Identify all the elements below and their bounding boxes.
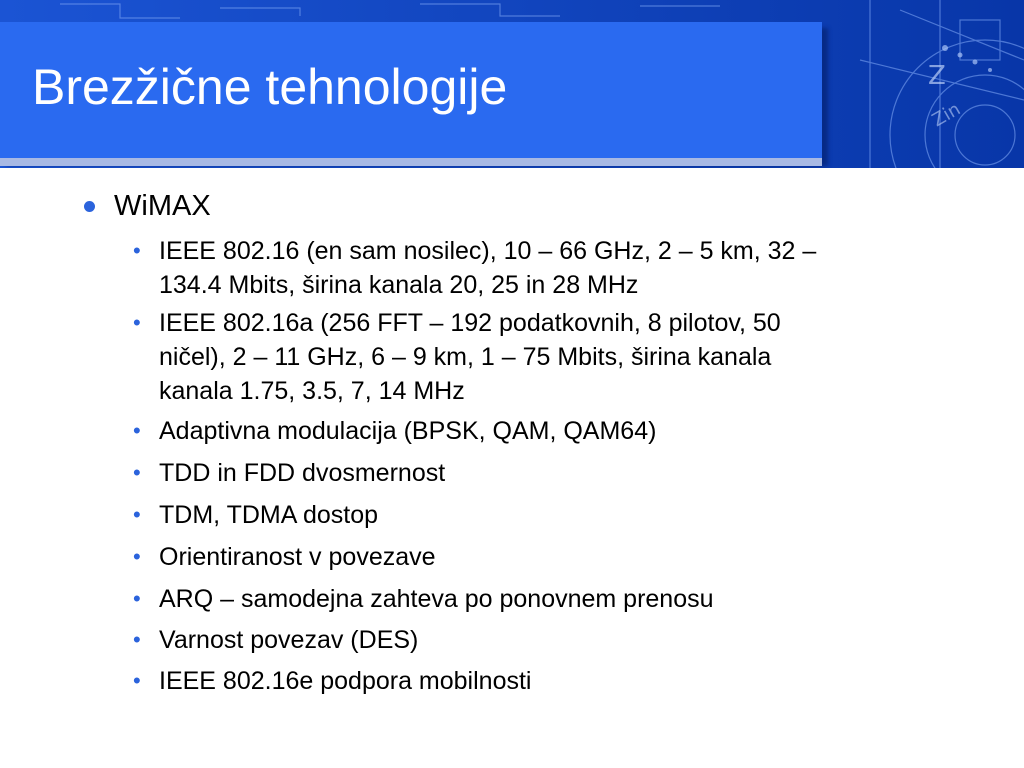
sub-bullet-text: Adaptivna modulacija (BPSK, QAM, QAM64) <box>159 417 657 445</box>
sub-bullet-text: TDD in FDD dvosmernost <box>159 459 446 487</box>
sub-bullet-text: TDM, TDMA dostop <box>159 501 379 529</box>
sub-bullet-text: ARQ – samodejna zahteva po ponovnem prenosu <box>159 585 714 613</box>
sub-bullet-text: Orientiranost v povezave <box>159 543 436 571</box>
sub-bullet-text: IEEE 802.16 (en sam nosilec), 10 – 66 GHz, 2 – 5 km, 32 – 134.4 Mbits, širina kanala 20, 25 in 28 MHz <box>159 237 817 299</box>
dot-bullet-icon: • <box>133 418 141 443</box>
dot-bullet-icon: • <box>133 310 141 335</box>
dot-bullet-icon: • <box>133 460 141 485</box>
dot-bullet-icon: • <box>133 586 141 611</box>
sub-bullet-text: IEEE 802.16e podpora mobilnosti <box>159 667 532 695</box>
dot-bullet-icon: • <box>133 627 141 652</box>
dot-bullet-icon: • <box>133 502 141 527</box>
sub-bullet-text: Varnost povezav (DES) <box>159 626 419 654</box>
svg-text:Z: Z <box>928 61 946 91</box>
svg-text:Zin: Zin <box>928 98 965 132</box>
dot-bullet-icon: • <box>133 238 141 263</box>
sub-bullet-text: IEEE 802.16a (256 FFT – 192 podatkovnih, 8 pilotov, 50 ničel), 2 – 11 GHz, 6 – 9 km, 1 – 75 Mbits, širina kanala kanala 1.75, 3.5, 7, 14 MHz <box>159 309 781 405</box>
bullet-level1-text: WiMAX <box>114 190 211 222</box>
dot-bullet-icon: • <box>133 668 141 693</box>
slide-title: Brezžične tehnologije <box>32 59 508 115</box>
round-bullet-icon <box>84 201 95 212</box>
dot-bullet-icon: • <box>133 544 141 569</box>
